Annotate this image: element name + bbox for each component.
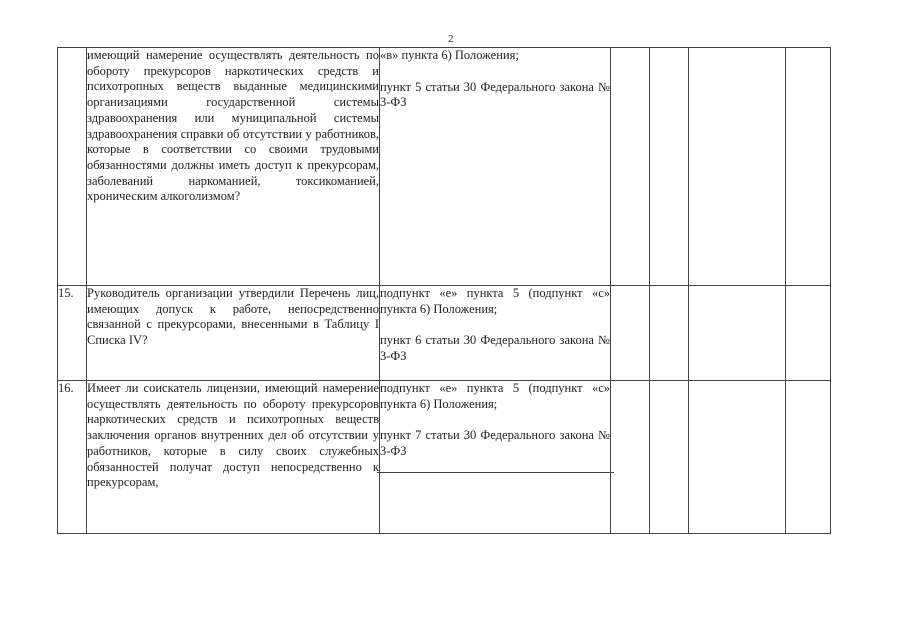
row-number: 16. xyxy=(58,381,87,534)
legal-basis-regulation: «в» пункта 6) Положения; xyxy=(380,48,519,62)
notes-cell[interactable] xyxy=(786,381,831,534)
question-cell xyxy=(87,286,380,381)
question-text: Имеет ли соискатель лицензии, имеющий намерение осуществлять деятельность по обороту прекурсоров наркотических средств и психотропных веществ заключения органов внутренних дел об отсутствии у работников, которые в силу своих служебных обязанностей получат доступ непосредственно к прекурсорам, xyxy=(87,381,379,490)
legal-basis-cell xyxy=(380,48,611,286)
legal-basis-law: пункт 7 статьи 30 Федерального закона № 3-ФЗ xyxy=(380,428,610,459)
legal-basis-law: пункт 5 статьи 30 Федерального закона № 3-ФЗ xyxy=(380,79,610,110)
question-cell xyxy=(87,48,380,286)
row-number xyxy=(58,48,87,286)
row-number: 15. xyxy=(58,286,87,381)
answer-no-cell[interactable] xyxy=(650,286,689,381)
answer-yes-cell[interactable] xyxy=(611,381,650,534)
answer-no-cell[interactable] xyxy=(650,48,689,286)
answer-na-cell[interactable] xyxy=(689,48,786,286)
legal-basis-cell xyxy=(380,381,611,534)
question-cell xyxy=(87,381,380,534)
answer-no-cell[interactable] xyxy=(650,381,689,534)
question-text: имеющий намерение осуществлять деятельность по обороту прекурсоров наркотических средств и психотропных веществ выданные медицинскими организациями государственной системы здравоохранения или муниципальной системы здравоохранения справки об отсутствии у работников, которые в соответствии со своими трудовыми обязанностями должны иметь доступ к прекурсорам, заболеваний наркоманией, токсикоманией, хроническим алкоголизмом? xyxy=(87,48,379,204)
answer-yes-cell[interactable] xyxy=(611,48,650,286)
answer-na-cell[interactable] xyxy=(689,286,786,381)
notes-cell[interactable] xyxy=(786,48,831,286)
table-row xyxy=(58,48,831,286)
table-row xyxy=(58,381,831,534)
question-text: Руководитель организации утвердили Перечень лиц, имеющих допуск к работе, непосредственно связанной с прекурсорами, внесенными в Таблицу I Списка IV? xyxy=(87,286,379,348)
legal-basis-law: пункт 6 статьи 30 Федерального закона № 3-ФЗ xyxy=(380,333,610,364)
answer-na-cell[interactable] xyxy=(689,381,786,534)
legal-basis-cell xyxy=(380,286,611,381)
notes-cell[interactable] xyxy=(786,286,831,381)
legal-basis-regulation: подпункт «е» пункта 5 (подпункт «с» пункта 6) Положения; xyxy=(380,381,610,411)
page-number: 2 xyxy=(448,33,454,45)
answer-yes-cell[interactable] xyxy=(611,286,650,381)
checklist-table xyxy=(57,47,831,534)
legal-basis-subcell xyxy=(377,472,614,533)
table-row xyxy=(58,286,831,381)
legal-basis-regulation: подпункт «е» пункта 5 (подпункт «с» пункта 6) Положения; xyxy=(380,286,610,316)
